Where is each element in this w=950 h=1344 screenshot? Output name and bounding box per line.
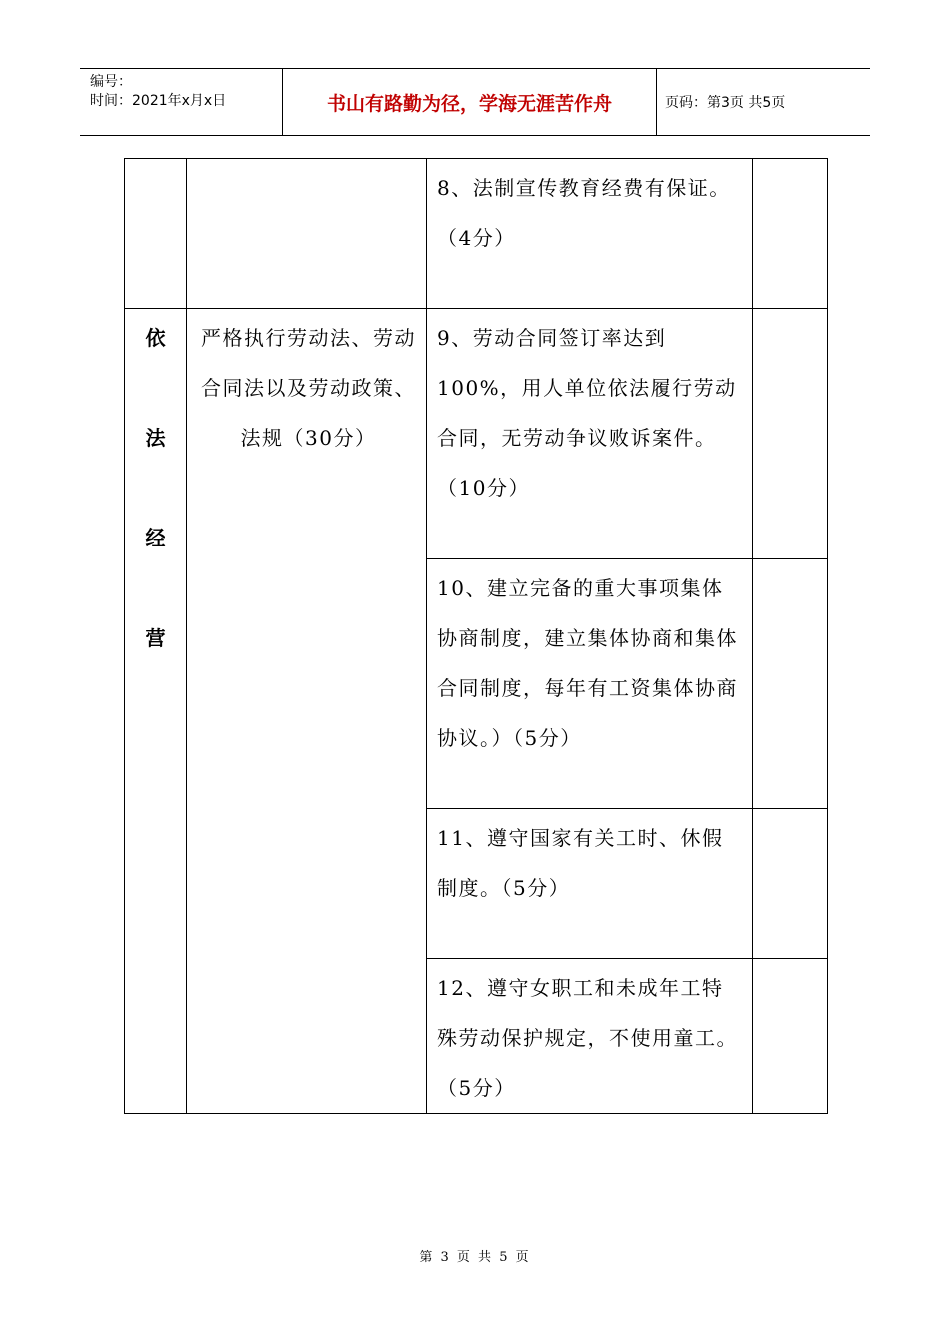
item-text: 10、建立完备的重大事项集体协商制度，建立集体协商和集体合同制度，每年有工资集体协商协议。）（5分） (437, 576, 738, 750)
item-cell (427, 309, 753, 559)
score-cell (753, 959, 828, 1114)
category-cell (125, 309, 187, 1114)
page-header (80, 68, 870, 136)
item-text: 12、遵守女职工和未成年工特殊劳动保护规定，不使用童工。（5分） (437, 976, 738, 1100)
item-text: 9、劳动合同签订率达到100%，用人单位依法履行劳动合同，无劳动争议败诉案件。（10分） (437, 326, 737, 500)
evaluation-table (124, 158, 828, 1114)
item-cell (427, 959, 753, 1114)
header-page-info: 页码：第3页 共5页 (665, 95, 786, 111)
standard-text: 严格执行劳动法、劳动合同法以及劳动政策、法规（30分） (201, 326, 416, 450)
item-cell (427, 559, 753, 809)
category-char: 经 (145, 526, 166, 550)
item-text: 8、法制宣传教育经费有保证。（4分） (437, 176, 731, 250)
standard-cell (187, 309, 427, 1114)
score-cell (753, 309, 828, 559)
category-char: 法 (145, 426, 166, 450)
score-cell (753, 559, 828, 809)
score-cell (753, 159, 828, 309)
page-footer: 第 3 页 共 5 页 (419, 1250, 531, 1265)
item-text: 11、遵守国家有关工时、休假制度。（5分） (437, 826, 724, 900)
serial-label: 编号： (90, 74, 132, 90)
time-label: 时间：2021年x月x日 (90, 93, 227, 109)
category-char: 依 (145, 326, 166, 350)
category-char: 营 (145, 626, 166, 650)
category-label (125, 309, 186, 713)
header-meta (90, 73, 280, 111)
item-cell (427, 809, 753, 959)
item-cell (427, 159, 753, 309)
score-cell (753, 809, 828, 959)
table-row (125, 309, 828, 559)
header-motto: 书山有路勤为径，学海无涯苦作舟 (282, 69, 657, 135)
standard-cell (187, 159, 427, 309)
table-row (125, 159, 828, 309)
category-cell (125, 159, 187, 309)
